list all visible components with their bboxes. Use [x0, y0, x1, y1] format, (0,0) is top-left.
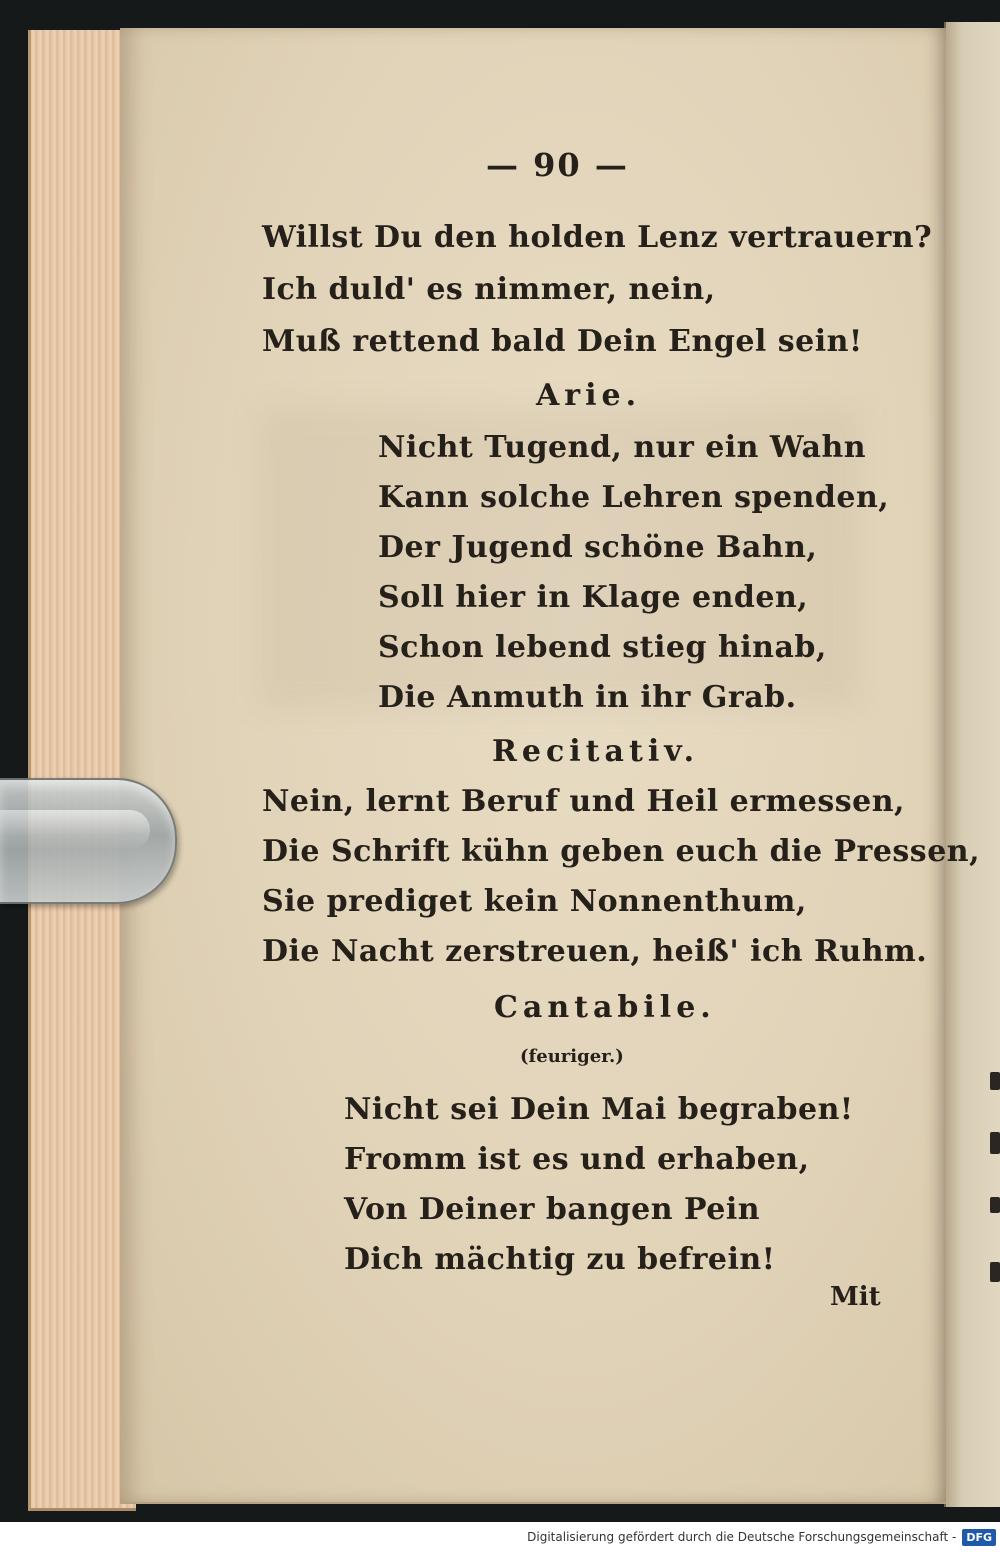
- verse-line: Schon lebend stieg hinab,: [378, 630, 827, 665]
- catchword: Mit: [830, 1282, 881, 1312]
- page-number: — 90 —: [486, 146, 629, 184]
- tempo-note: (feuriger.): [520, 1046, 624, 1067]
- verse-line: Die Nacht zerstreuen, heiß' ich Ruhm.: [262, 934, 928, 969]
- bleed-through-mark: [990, 1262, 1000, 1282]
- verse-line: Muß rettend bald Dein Engel sein!: [262, 324, 863, 359]
- dfg-logo: DFG: [962, 1529, 996, 1546]
- section-heading-cantabile: Cantabile.: [494, 990, 716, 1025]
- verse-line: Willst Du den holden Lenz vertrauern?: [262, 220, 933, 255]
- verse-line: Der Jugend schöne Bahn,: [378, 530, 818, 565]
- verse-line: Dich mächtig zu befrein!: [344, 1242, 776, 1277]
- bleed-through-mark: [990, 1132, 1000, 1154]
- verse-line: Nicht Tugend, nur ein Wahn: [378, 430, 867, 465]
- footer-credit: Digitalisierung gefördert durch die Deutsche Forschungsgemeinschaft -: [527, 1530, 957, 1544]
- verse-line: Nicht sei Dein Mai begraben!: [344, 1092, 854, 1127]
- verse-line: Kann solche Lehren spenden,: [378, 480, 890, 515]
- verse-line: Die Anmuth in ihr Grab.: [378, 680, 797, 715]
- section-heading-recitativ: Recitativ.: [492, 734, 700, 769]
- bleed-through-mark: [990, 1197, 1000, 1213]
- verse-line: Sie prediget kein Nonnenthum,: [262, 884, 807, 919]
- verse-line: Die Schrift kühn geben euch die Pressen,: [262, 834, 981, 869]
- next-page-edge: [944, 22, 1000, 1507]
- verse-line: Von Deiner bangen Pein: [344, 1192, 761, 1227]
- digitization-footer: [0, 1522, 1000, 1552]
- section-heading-arie: Arie.: [536, 378, 642, 413]
- verse-line: Soll hier in Klage enden,: [378, 580, 809, 615]
- verse-line: Fromm ist es und erhaben,: [344, 1142, 810, 1177]
- verse-line: Nein, lernt Beruf und Heil ermessen,: [262, 784, 905, 819]
- bookmark-clip: [0, 778, 177, 904]
- verse-line: Ich duld' es nimmer, nein,: [262, 272, 716, 307]
- bleed-through-mark: [990, 1072, 1000, 1090]
